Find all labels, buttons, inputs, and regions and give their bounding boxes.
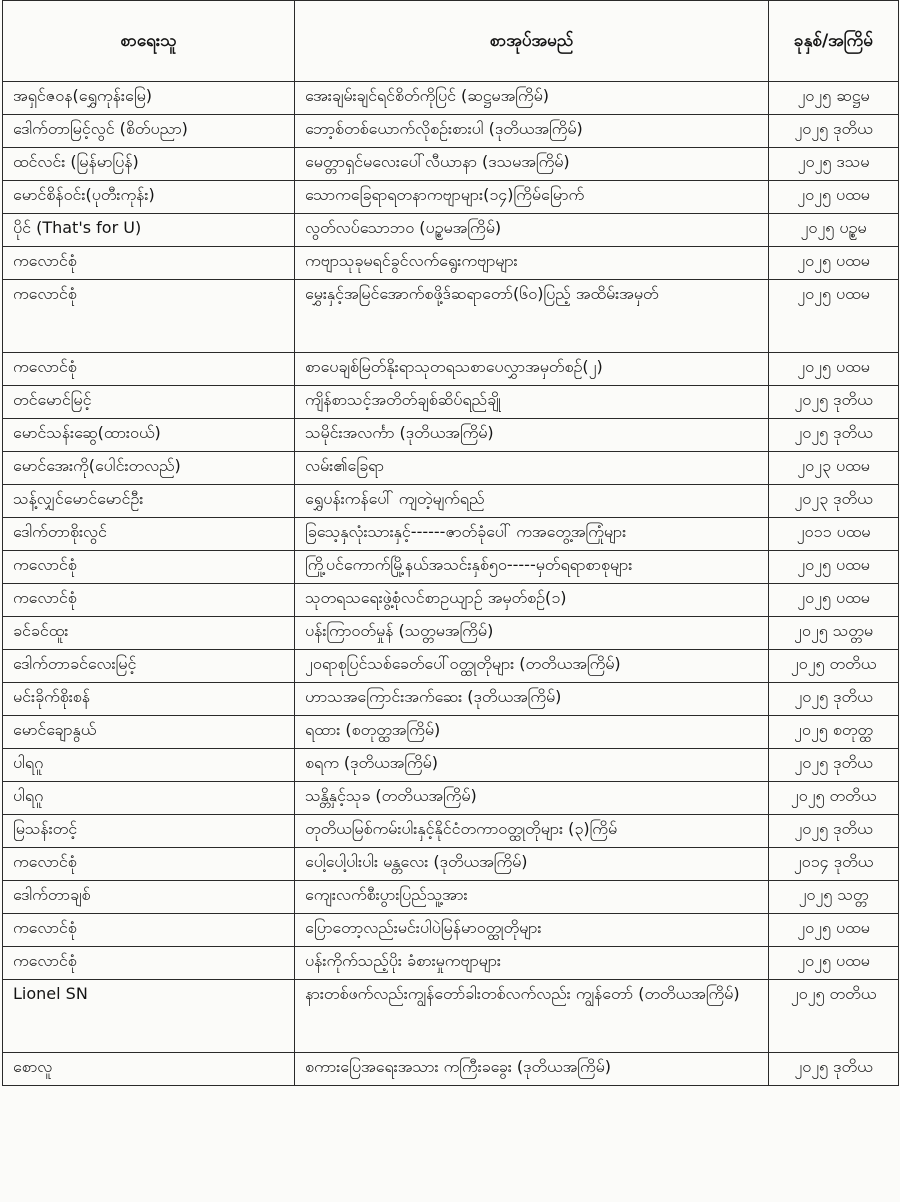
table-row xyxy=(3,947,899,980)
title-cell: ကျိန်စာသင့်အတိတ်ချစ်ဆိပ်ရည်ချို xyxy=(295,386,769,419)
title-cell: ကျေးလက်စီးပွားပြည်သူ့အား xyxy=(295,881,769,914)
title-cell: မေတ္တာရှင်မလေးပေါ်လီယာနာ (ဒသမအကြိမ်) xyxy=(295,148,769,181)
title-cell: ၂၀ရာစုပြင်သစ်ခေတ်ပေါ်ဝတ္ထုတိုများ (တတိယအကြိမ်) xyxy=(295,650,769,683)
header-title: စာအုပ်အမည် xyxy=(295,1,769,82)
year-edition-cell: ၂၀၁၄ ဒုတိယ xyxy=(769,848,899,881)
year-edition-cell: ၂၀၂၅ တတိယ xyxy=(769,980,899,1053)
author-cell: ကလောင်စုံ xyxy=(3,551,295,584)
title-cell: ပြောတော့လည်းမင်းပါပဲမြန်မာဝတ္ထုတိုများ xyxy=(295,914,769,947)
title-cell: ပေါ့ပေါ့ပါးပါး မန္တလေး (ဒုတိယအကြိမ်) xyxy=(295,848,769,881)
author-cell: ကလောင်စုံ xyxy=(3,848,295,881)
author-cell: ခင်ခင်ထူး xyxy=(3,617,295,650)
year-edition-cell: ၂၀၂၅ ပထမ xyxy=(769,947,899,980)
title-cell: တုတိယမြစ်ကမ်းပါးနှင့်နိုင်ငံတကာဝတ္ထုတိုများ (၃)ကြိမ် xyxy=(295,815,769,848)
author-cell: ဒေါက်တာစိုးလွင် xyxy=(3,518,295,551)
table-row xyxy=(3,683,899,716)
year-edition-cell: ၂၀၂၅ ပဥ္စမ xyxy=(769,214,899,247)
title-cell: အေးချမ်းချင်ရင်စိတ်ကိုပြင် (ဆဋ္ဌမအကြိမ်) xyxy=(295,82,769,115)
year-edition-cell: ၂၀၂၅ ပထမ xyxy=(769,551,899,584)
table-row xyxy=(3,749,899,782)
table-row xyxy=(3,617,899,650)
table-row xyxy=(3,716,899,749)
author-cell: ကလောင်စုံ xyxy=(3,914,295,947)
author-cell: မြသန်းတင့် xyxy=(3,815,295,848)
table-row xyxy=(3,881,899,914)
year-edition-cell: ၂၀၂၅ ပထမ xyxy=(769,181,899,214)
title-cell: ပန်းကြာဝတ်မှုန် (သတ္တမအကြိမ်) xyxy=(295,617,769,650)
year-edition-cell: ၂၀၂၅ စတုတ္ထ xyxy=(769,716,899,749)
table-row xyxy=(3,386,899,419)
author-cell: ပိုင် (That's for U) xyxy=(3,214,295,247)
title-cell: သုတရသရေးဖွဲ့စုံလင်စာဥယျာဉ် အမှတ်စဉ်(၁) xyxy=(295,584,769,617)
table-row xyxy=(3,82,899,115)
author-cell: စောလူ xyxy=(3,1053,295,1086)
author-cell: အရှင်ဇဝန(ရွှေကုန်းမြေ) xyxy=(3,82,295,115)
table-row xyxy=(3,280,899,353)
table-row xyxy=(3,980,899,1053)
header-author: စာရေးသူ xyxy=(3,1,295,82)
author-cell: မောင်ချောနွယ် xyxy=(3,716,295,749)
table-row xyxy=(3,914,899,947)
year-edition-cell: ၂၀၂၅ တတိယ xyxy=(769,782,899,815)
year-edition-cell: ၂၀၂၅ ဒသမ xyxy=(769,148,899,181)
year-edition-cell: ၂၀၂၅ ပထမ xyxy=(769,280,899,353)
table-row xyxy=(3,353,899,386)
title-cell: ရထား (စတုတ္ထအကြိမ်) xyxy=(295,716,769,749)
year-edition-cell: ၂၀၂၃ ဒုတိယ xyxy=(769,485,899,518)
year-edition-cell: ၂၀၂၅ တတိယ xyxy=(769,650,899,683)
author-cell: ကလောင်စုံ xyxy=(3,584,295,617)
title-cell: ပန်းကိုက်သည့်ပိုး ခံစားမှုကဗျာများ xyxy=(295,947,769,980)
table-row xyxy=(3,148,899,181)
year-edition-cell: ၂၀၂၅ ဒုတိယ xyxy=(769,419,899,452)
title-cell: မွှေးနှင့်အမြင်အောက်စဖို့ဒ်ဆရာတော်(၆၀)ပြည့် အထိမ်းအမှတ် xyxy=(295,280,769,353)
author-cell: ကလောင်စုံ xyxy=(3,247,295,280)
title-cell: စာပေချစ်မြတ်နိုးရာသုတရသစာပေလွှာအမှတ်စဉ်(၂) xyxy=(295,353,769,386)
author-cell: ပါရဂူ xyxy=(3,782,295,815)
table-row xyxy=(3,181,899,214)
author-cell: ပါရဂူ xyxy=(3,749,295,782)
table-row xyxy=(3,782,899,815)
year-edition-cell: ၂၀၂၅ ဒုတိယ xyxy=(769,1053,899,1086)
title-cell: သောကခြေရာရတနာကဗျာများ(၁၄)ကြိမ်မြောက် xyxy=(295,181,769,214)
table-row xyxy=(3,452,899,485)
year-edition-cell: ၂၀၂၅ သတ္တ xyxy=(769,881,899,914)
year-edition-cell: ၂၀၂၃ ပထမ xyxy=(769,452,899,485)
title-cell: လမ်း၏ခြေရာ xyxy=(295,452,769,485)
table-row xyxy=(3,247,899,280)
title-cell: သန္တိနှင့်သုခ (တတိယအကြိမ်) xyxy=(295,782,769,815)
title-cell: စကားပြေအရေးအသား ကကြီးခခွေး (ဒုတိယအကြိမ်) xyxy=(295,1053,769,1086)
title-cell: ကြို့ပင်ကောက်မြို့နယ်အသင်းနှစ်၅၀-----မှတ်ရရာစာစုများ xyxy=(295,551,769,584)
author-cell: မောင်အေးကို(ပေါင်းတလည်) xyxy=(3,452,295,485)
author-cell: ဒေါက်တာမြင့်လွင် (စိတ်ပညာ) xyxy=(3,115,295,148)
title-cell: စရက (ဒုတိယအကြိမ်) xyxy=(295,749,769,782)
title-cell: ဟာသအကြောင်းအက်ဆေး (ဒုတိယအကြိမ်) xyxy=(295,683,769,716)
table-body xyxy=(3,82,899,1086)
author-cell: မင်းခိုက်စိုးစန် xyxy=(3,683,295,716)
author-cell: မောင်စိန်ဝင်း(ပုတီးကုန်း) xyxy=(3,181,295,214)
year-edition-cell: ၂၀၂၅ သတ္တမ xyxy=(769,617,899,650)
title-cell: ခြသေ့နှလုံးသားနှင့်------ဇာတ်ခုံပေါ် ကအတွေ့အကြုံများ xyxy=(295,518,769,551)
year-edition-cell: ၂၀၂၅ ပထမ xyxy=(769,353,899,386)
title-cell: ရွှေပန်းကန်ပေါ် ကျတဲ့မျက်ရည် xyxy=(295,485,769,518)
year-edition-cell: ၂၀၂၅ ဆဋ္ဌမ xyxy=(769,82,899,115)
table-row xyxy=(3,115,899,148)
table-row xyxy=(3,485,899,518)
table-row xyxy=(3,848,899,881)
year-edition-cell: ၂၀၁၁ ပထမ xyxy=(769,518,899,551)
table-row xyxy=(3,815,899,848)
table-row xyxy=(3,584,899,617)
author-cell: ဒေါက်တာခင်လေးမြင့် xyxy=(3,650,295,683)
year-edition-cell: ၂၀၂၅ ဒုတိယ xyxy=(769,815,899,848)
year-edition-cell: ၂၀၂၅ ဒုတိယ xyxy=(769,683,899,716)
header-year-edition: ခုနှစ်/အကြိမ် xyxy=(769,1,899,82)
author-cell: ကလောင်စုံ xyxy=(3,353,295,386)
author-cell: ဒေါက်တာချစ် xyxy=(3,881,295,914)
header-row xyxy=(3,1,899,82)
table-row xyxy=(3,1053,899,1086)
author-cell: တင်မောင်မြင့် xyxy=(3,386,295,419)
book-list-table xyxy=(2,0,899,1086)
year-edition-cell: ၂၀၂၅ ပထမ xyxy=(769,247,899,280)
title-cell: ကဗျာသုခုမရင်ခွင်လက်ရွေးကဗျာများ xyxy=(295,247,769,280)
table-row xyxy=(3,214,899,247)
year-edition-cell: ၂၀၂၅ ပထမ xyxy=(769,914,899,947)
table-row xyxy=(3,518,899,551)
title-cell: လွတ်လပ်သောဘဝ (ပဥ္စမအကြိမ်) xyxy=(295,214,769,247)
author-cell: Lionel SN xyxy=(3,980,295,1053)
table-row xyxy=(3,551,899,584)
author-cell: ကလောင်စုံ xyxy=(3,947,295,980)
table-row xyxy=(3,419,899,452)
year-edition-cell: ၂၀၂၅ ဒုတိယ xyxy=(769,749,899,782)
year-edition-cell: ၂၀၂၅ ဒုတိယ xyxy=(769,115,899,148)
title-cell: သမိုင်းအလင်္ကာ (ဒုတိယအကြိမ်) xyxy=(295,419,769,452)
year-edition-cell: ၂၀၂၅ ဒုတိယ xyxy=(769,386,899,419)
title-cell: ဘော့စ်တစ်ယောက်လိုစဉ်းစားပါ (ဒုတိယအကြိမ်) xyxy=(295,115,769,148)
title-cell: နားတစ်ဖက်လည်းကျွန်တော်ခါးတစ်လက်လည်း ကျွန်တော် (တတိယအကြိမ်) xyxy=(295,980,769,1053)
year-edition-cell: ၂၀၂၅ ပထမ xyxy=(769,584,899,617)
author-cell: ကလောင်စုံ xyxy=(3,280,295,353)
author-cell: ထင်လင်း (မြန်မာပြန်) xyxy=(3,148,295,181)
table-row xyxy=(3,650,899,683)
author-cell: မောင်သန်းဆွေ(ထားဝယ်) xyxy=(3,419,295,452)
author-cell: သန့်လျှင်မောင်မောင်ဦး xyxy=(3,485,295,518)
